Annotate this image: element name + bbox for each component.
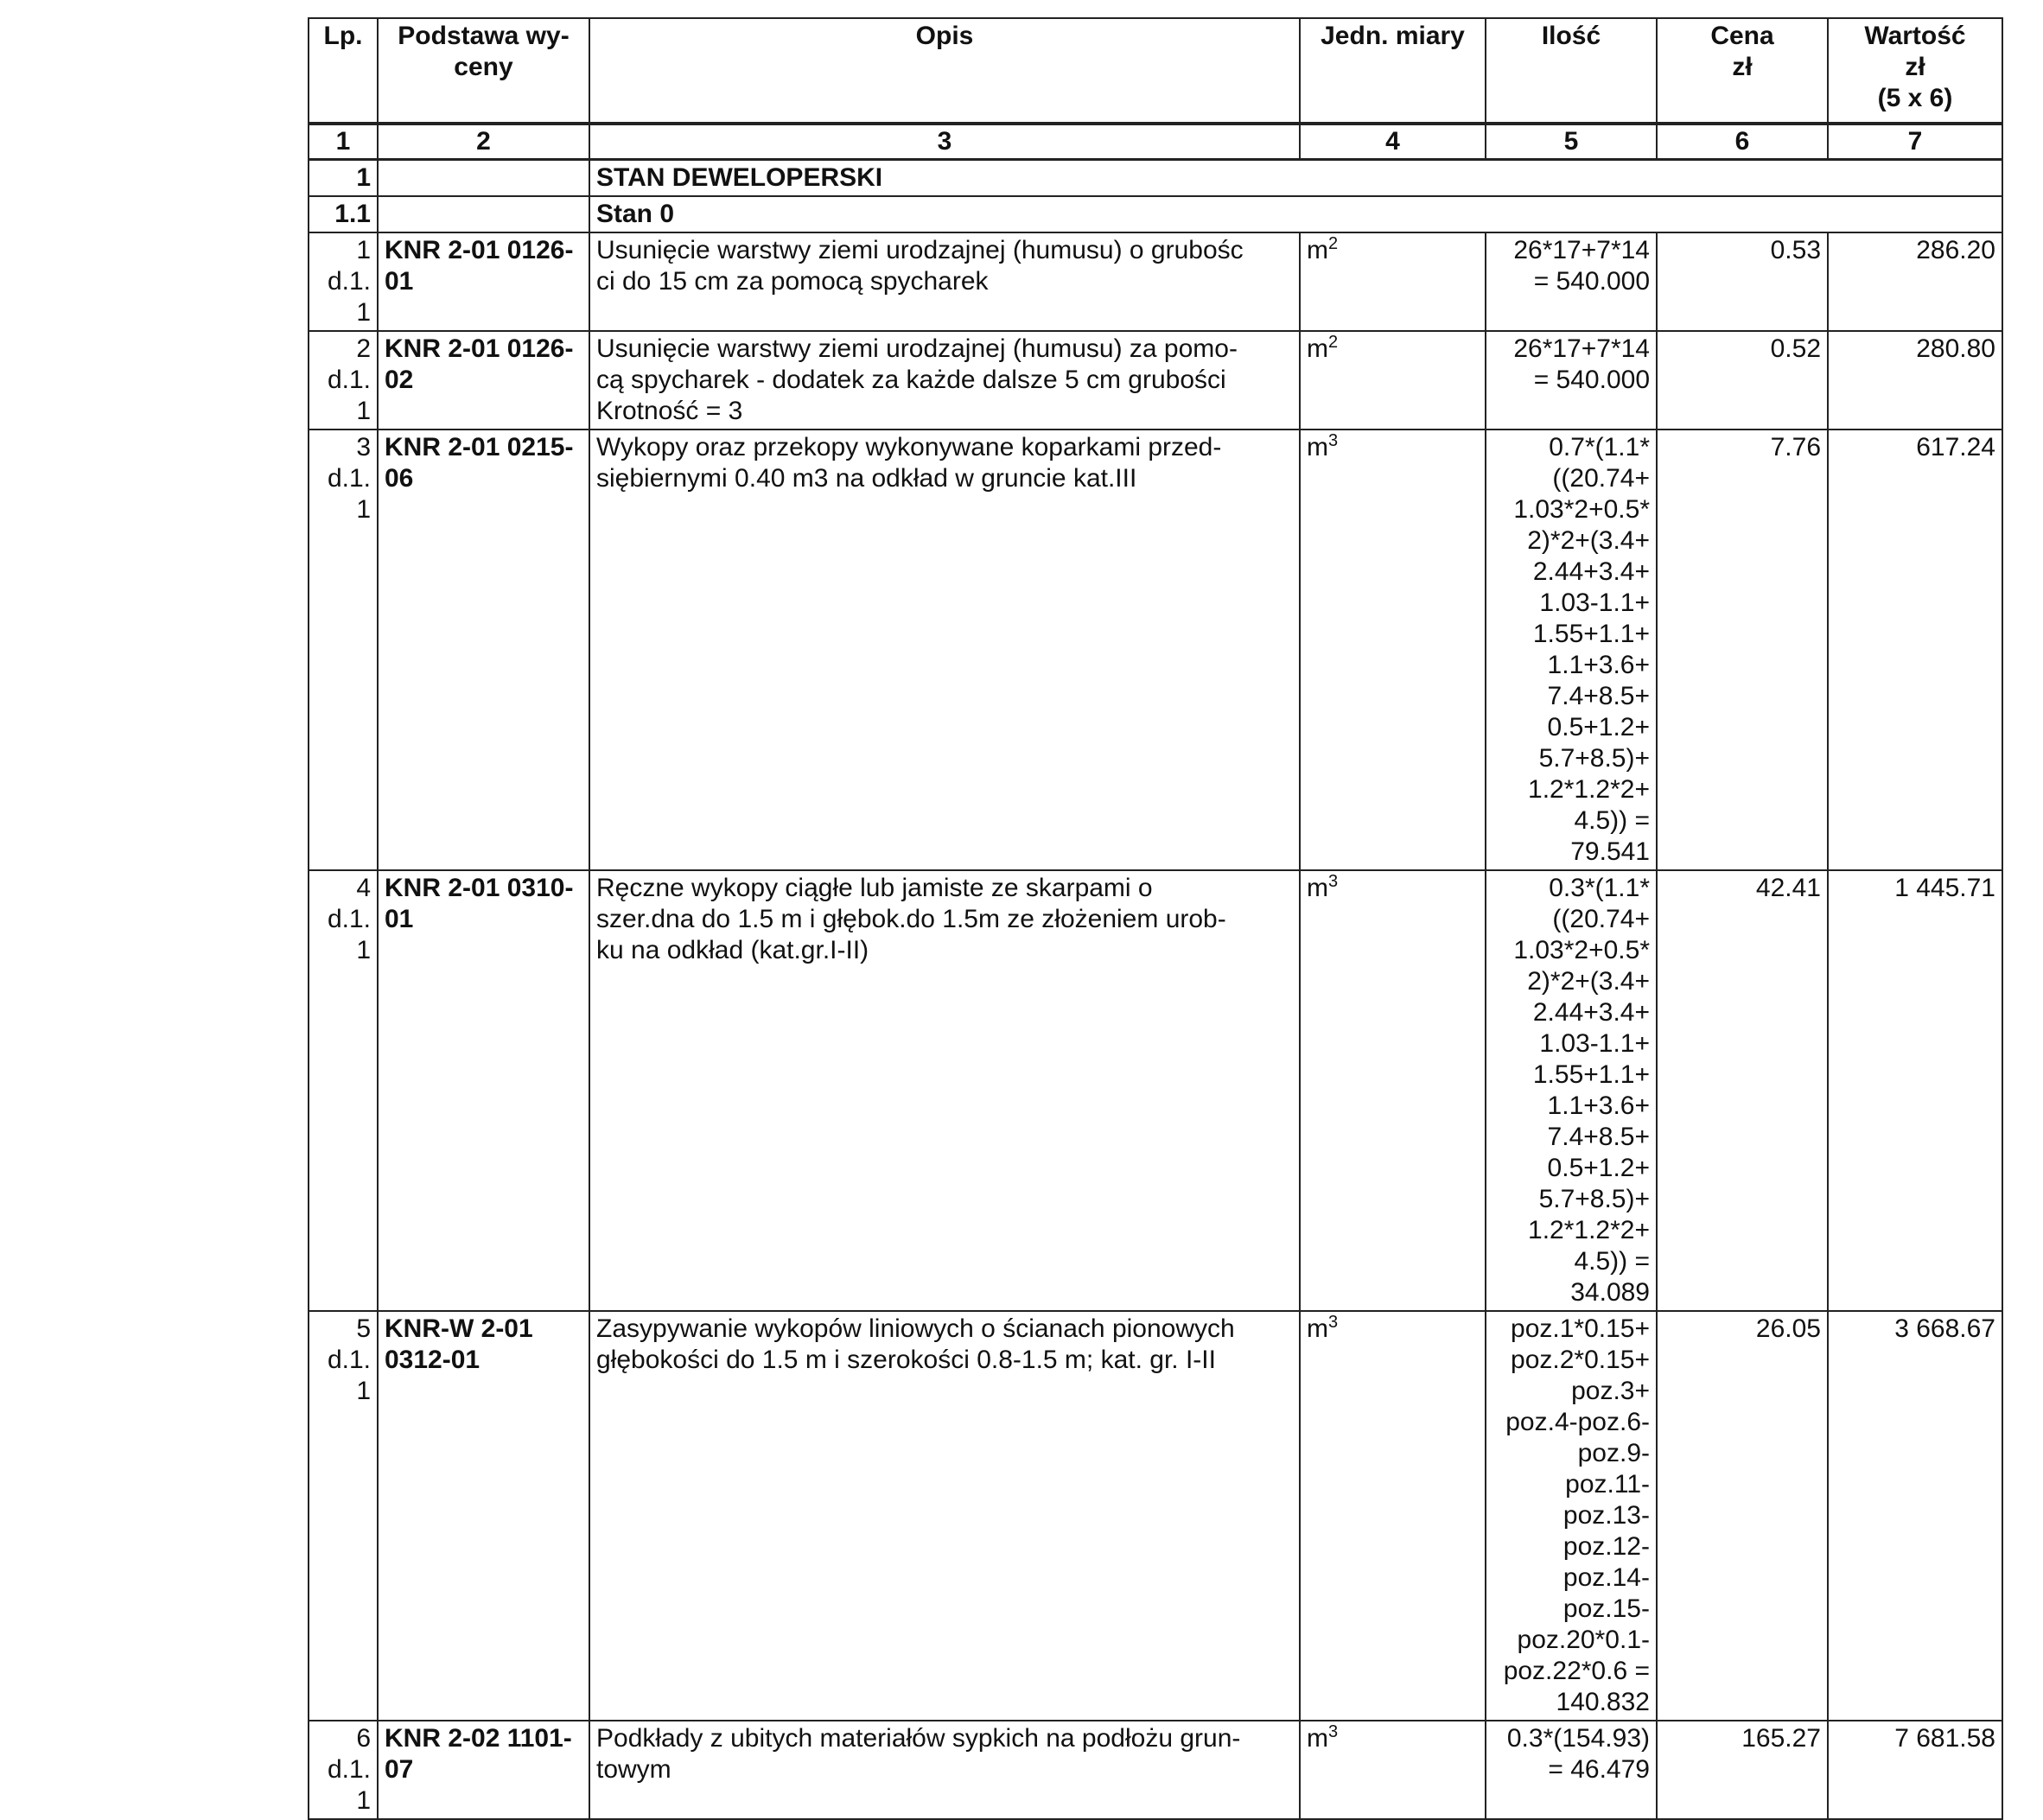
- cell-podstawa: KNR 2-01 0310- 01: [378, 870, 589, 1311]
- table-body: [309, 160, 2002, 1820]
- cell-opis: Wykopy oraz przekopy wykonywane koparkami przed- siębiernymi 0.40 m3 na odkład w gruncie kat.III: [589, 430, 1300, 870]
- cell-podstawa: KNR 2-01 0215- 06: [378, 430, 589, 870]
- cell-podstawa: KNR 2-01 0126- 02: [378, 331, 589, 430]
- cell-wartosc: 7 681.58: [1828, 1721, 2002, 1819]
- header-ilosc: Ilość: [1486, 18, 1657, 124]
- cell-cena: 7.76: [1657, 430, 1828, 870]
- cell-jedn-miary: [1300, 232, 1486, 331]
- header-podstawa: Podstawa wy- ceny: [378, 18, 589, 124]
- cost-estimate-sheet: [308, 17, 2002, 1820]
- header-cena: Cena zł: [1657, 18, 1828, 124]
- cell-lp: 6 d.1. 1: [309, 1721, 378, 1819]
- table-row: [309, 870, 2002, 1311]
- cell-jedn-miary: [1300, 331, 1486, 430]
- cell-cena: 165.27: [1657, 1721, 1828, 1819]
- column-number-row: [309, 124, 2002, 160]
- column-number: 3: [589, 124, 1300, 160]
- cell-ilosc: poz.1*0.15+ poz.2*0.15+ poz.3+ poz.4-poz.6- poz.9- poz.11- poz.13- poz.12- poz.14- poz.15- poz.20*0.1- poz.22*0.6 = 140.832: [1486, 1311, 1657, 1721]
- table-header: [309, 18, 2002, 160]
- cell-cena: 26.05: [1657, 1311, 1828, 1721]
- cell-ilosc: 0.3*(1.1* ((20.74+ 1.03*2+0.5* 2)*2+(3.4+ 2.44+3.4+ 1.03-1.1+ 1.55+1.1+ 1.1+3.6+ 7.4+8.5+ 0.5+1.2+ 5.7+8.5)+ 1.2*1.2*2+ 4.5)) = 34.089: [1486, 870, 1657, 1311]
- cell-opis: Usunięcie warstwy ziemi urodzajnej (humusu) o grubośc ci do 15 cm za pomocą spycharek: [589, 232, 1300, 331]
- section-lp: 1.1: [309, 196, 378, 232]
- header-wartosc: Wartość zł (5 x 6): [1828, 18, 2002, 124]
- cell-ilosc: 26*17+7*14 = 540.000: [1486, 232, 1657, 331]
- cell-lp: 5 d.1. 1: [309, 1311, 378, 1721]
- column-number: 6: [1657, 124, 1828, 160]
- cell-opis: Usunięcie warstwy ziemi urodzajnej (humusu) za pomo- cą spycharek - dodatek za każde dalsze 5 cm grubości Krotność = 3: [589, 331, 1300, 430]
- cell-jedn-miary: [1300, 430, 1486, 870]
- unit-exponent: 3: [1328, 872, 1339, 891]
- cell-ilosc: 26*17+7*14 = 540.000: [1486, 331, 1657, 430]
- unit-base: m: [1307, 334, 1328, 363]
- cell-wartosc: 617.24: [1828, 430, 2002, 870]
- cell-podstawa: KNR 2-02 1101- 07: [378, 1721, 589, 1819]
- unit-exponent: 2: [1328, 333, 1339, 352]
- cell-jedn-miary: [1300, 1311, 1486, 1721]
- cell-lp: 2 d.1. 1: [309, 331, 378, 430]
- unit-base: m: [1307, 1314, 1328, 1343]
- cell-lp: 1 d.1. 1: [309, 232, 378, 331]
- cost-estimate-table: [308, 17, 2003, 1820]
- cell-wartosc: 280.80: [1828, 331, 2002, 430]
- header-lp: Lp.: [309, 18, 378, 124]
- table-row: [309, 331, 2002, 430]
- cell-cena: 0.52: [1657, 331, 1828, 430]
- cell-podstawa: KNR 2-01 0126- 01: [378, 232, 589, 331]
- cell-wartosc: 1 445.71: [1828, 870, 2002, 1311]
- header-jedn-miary: Jedn. miary: [1300, 18, 1486, 124]
- cell-wartosc: 3 668.67: [1828, 1311, 2002, 1721]
- section-blank: [378, 160, 589, 197]
- unit-base: m: [1307, 433, 1328, 461]
- cell-opis: Ręczne wykopy ciągłe lub jamiste ze skarpami o szer.dna do 1.5 m i głębok.do 1.5m ze złożeniem urob- ku na odkład (kat.gr.I-II): [589, 870, 1300, 1311]
- column-number: 2: [378, 124, 589, 160]
- table-row: [309, 430, 2002, 870]
- table-row: [309, 1721, 2002, 1819]
- column-number: 7: [1828, 124, 2002, 160]
- cell-opis: Zasypywanie wykopów liniowych o ścianach pionowych głębokości do 1.5 m i szerokości 0.8-1.5 m; kat. gr. I-II: [589, 1311, 1300, 1721]
- cell-cena: 42.41: [1657, 870, 1828, 1311]
- unit-base: m: [1307, 236, 1328, 264]
- cell-lp: 4 d.1. 1: [309, 870, 378, 1311]
- unit-base: m: [1307, 874, 1328, 902]
- cell-lp: 3 d.1. 1: [309, 430, 378, 870]
- header-opis: Opis: [589, 18, 1300, 124]
- cell-podstawa: KNR-W 2-01 0312-01: [378, 1311, 589, 1721]
- section-lp: 1: [309, 160, 378, 197]
- cell-jedn-miary: [1300, 1721, 1486, 1819]
- section-blank: [378, 196, 589, 232]
- column-number: 1: [309, 124, 378, 160]
- column-number: 4: [1300, 124, 1486, 160]
- cell-ilosc: 0.7*(1.1* ((20.74+ 1.03*2+0.5* 2)*2+(3.4+ 2.44+3.4+ 1.03-1.1+ 1.55+1.1+ 1.1+3.6+ 7.4+8.5+ 0.5+1.2+ 5.7+8.5)+ 1.2*1.2*2+ 4.5)) = 79.541: [1486, 430, 1657, 870]
- unit-exponent: 3: [1328, 1313, 1339, 1332]
- cell-wartosc: 286.20: [1828, 232, 2002, 331]
- unit-exponent: 3: [1328, 1722, 1339, 1741]
- unit-base: m: [1307, 1724, 1328, 1753]
- table-row: [309, 232, 2002, 331]
- section-title: Stan 0: [589, 196, 2002, 232]
- cell-ilosc: 0.3*(154.93) = 46.479: [1486, 1721, 1657, 1819]
- unit-exponent: 3: [1328, 431, 1339, 450]
- section-title: STAN DEWELOPERSKI: [589, 160, 2002, 197]
- unit-exponent: 2: [1328, 234, 1339, 253]
- cell-jedn-miary: [1300, 870, 1486, 1311]
- header-row: [309, 18, 2002, 124]
- cell-opis: Podkłady z ubitych materiałów sypkich na podłożu grun- towym: [589, 1721, 1300, 1819]
- section-row: [309, 196, 2002, 232]
- table-row: [309, 1311, 2002, 1721]
- section-row: [309, 160, 2002, 197]
- cell-cena: 0.53: [1657, 232, 1828, 331]
- column-number: 5: [1486, 124, 1657, 160]
